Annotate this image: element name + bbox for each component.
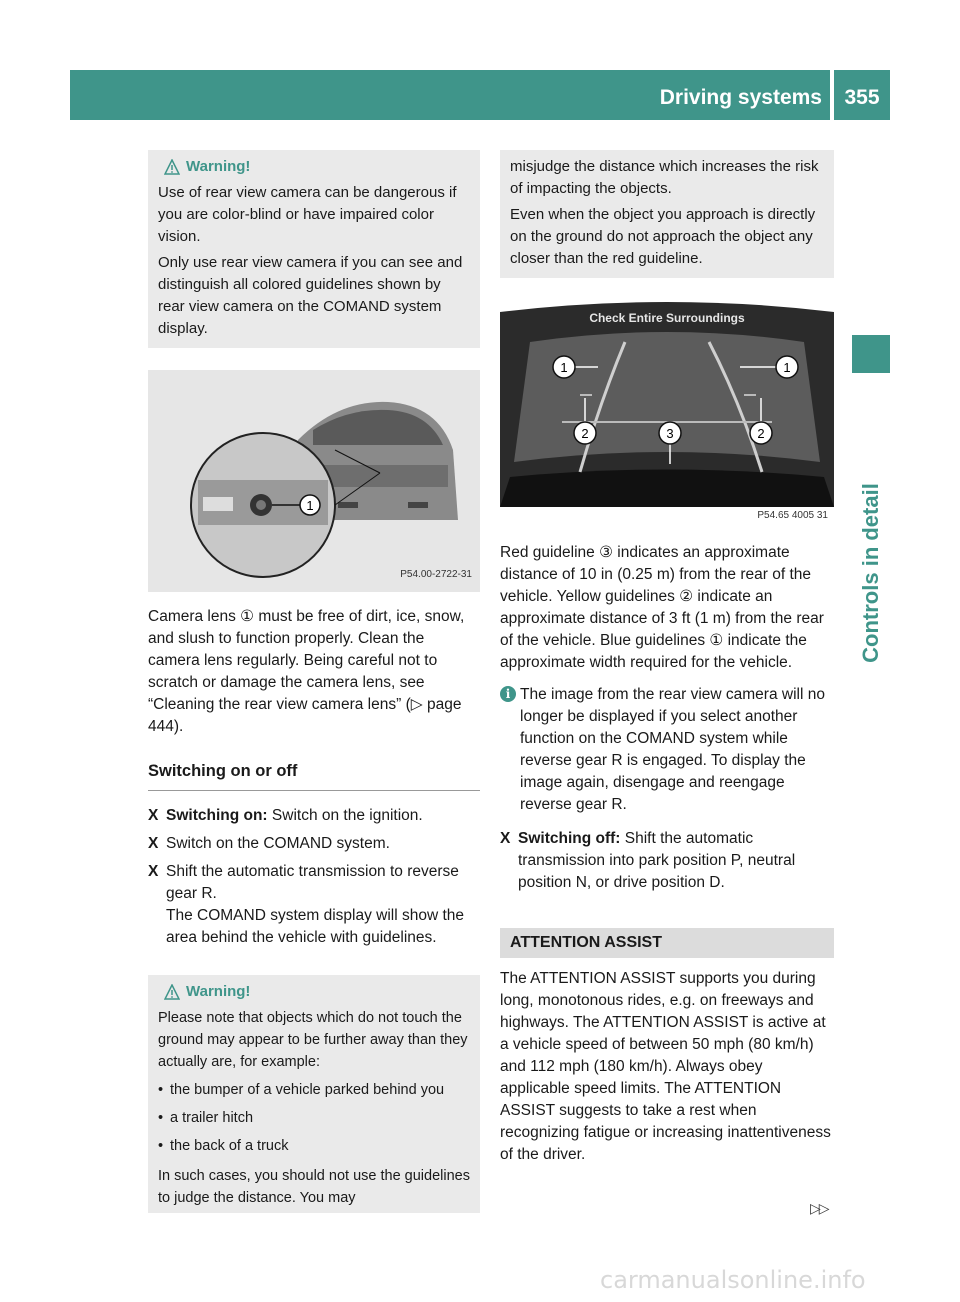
warning-text: Only use rear view camera if you can see and distinguish all colored guidelines shown by rear view camera on the COMAND system display. (158, 254, 463, 337)
info-icon: i (500, 686, 516, 702)
camera-view-illustration (500, 302, 834, 524)
footer-watermark: carmanualsonline.info (600, 1266, 866, 1294)
warning-text: In such cases, you should not use the guidelines to judge the distance. You may (158, 1168, 470, 1206)
continued-arrow-icon: ▷▷ (810, 1200, 828, 1216)
section-heading: Switching on or off (148, 760, 480, 791)
step-arrow-icon: X (148, 835, 159, 852)
body-paragraph: Red guideline ③ indicates an approximate distance of 10 in (0.25 m) from the rear of the vehicle. Yellow guidelines ② indicate an approximate distance of 3 ft (1 m) from the rear of the vehicle. Blue guidelines ① indicate the approximate width required for the vehicle. (500, 544, 824, 671)
figure-caption: P54.00-2722-31 (400, 569, 472, 580)
warning-continuation-box (500, 150, 834, 278)
section-heading: ATTENTION ASSIST (500, 928, 834, 958)
figure-caption: P54.65 4005 31 (757, 510, 828, 521)
side-tab-marker (852, 335, 890, 373)
page-number: 355 (834, 70, 890, 120)
section-title-header: Driving systems (659, 86, 822, 109)
side-tab (846, 380, 896, 800)
side-tab-label: Controls in detail (858, 483, 883, 663)
info-note: i The image from the rear view camera will no longer be displayed if you select another function on the COMAND system while reverse gear R is engaged. To display the image again, disengage and reengage reverse gear R. (500, 684, 834, 816)
step-item: X Switching on: Switch on the ignition. (148, 805, 480, 827)
warning-triangle-icon (164, 984, 180, 1000)
warning-text: misjudge the distance which increases the risk of impacting the objects. (510, 158, 819, 197)
warning-title: Warning! (158, 981, 470, 1003)
warning-box (148, 975, 480, 1213)
svg-text:1: 1 (783, 360, 791, 375)
camera-display-figure (500, 302, 834, 524)
warning-box (148, 150, 480, 348)
car-rear-illustration (148, 370, 480, 592)
step-item: X Switch on the COMAND system. (148, 833, 480, 855)
right-column (500, 150, 834, 1166)
warning-title: Warning! (158, 156, 470, 178)
svg-text:3: 3 (666, 426, 674, 441)
step-arrow-icon: X (500, 830, 511, 847)
callout-1: 1 (306, 498, 314, 513)
svg-text:2: 2 (581, 426, 589, 441)
svg-text:1: 1 (560, 360, 568, 375)
left-column (148, 150, 480, 1213)
warning-triangle-icon (164, 159, 180, 175)
step-arrow-icon: X (148, 863, 159, 880)
camera-lens-figure (148, 370, 480, 592)
step-arrow-icon: X (148, 807, 159, 824)
body-paragraph: The ATTENTION ASSIST supports you during long, monotonous rides, e.g. on freeways and highways. The ATTENTION ASSIST is active at a vehicle speed of between 50 mph (80 km/h) and 112 mph (180 km/h). Always obey applicable speed limits. The ATTENTION ASSIST suggests to take a rest when recognizing fatigue or increasing inattentiveness of the driver. (500, 970, 831, 1163)
warning-text: Use of rear view camera can be dangerous if you are color-blind or have impaired color vision. (158, 184, 457, 245)
bullet-item: • the bumper of a vehicle parked behind you (158, 1082, 445, 1098)
bullet-item: • the back of a truck (158, 1138, 289, 1154)
camera-overlay-text: Check Entire Surroundings (589, 311, 745, 325)
warning-text: Even when the object you approach is directly on the ground do not approach the object any closer than the red guideline. (510, 206, 816, 267)
bullet-item: • a trailer hitch (158, 1110, 254, 1126)
warning-text: Please note that objects which do not touch the ground may appear to be further away than they actually are, for example: (158, 1010, 468, 1070)
step-item: X Switching off: Shift the automatic transmission into park position P, neutral position N, or drive position D. (500, 830, 796, 891)
body-paragraph: Camera lens ① must be free of dirt, ice, snow, and slush to function properly. Clean the camera lens regularly. Being careful not to scratch or damage the camera lens, see “Cleaning the rear view camera lens” (▷ page 444). (148, 608, 465, 735)
step-item: X Shift the automatic transmission to reverse gear R. The COMAND system display will show the area behind the vehicle with guidelines. (148, 863, 465, 946)
svg-text:2: 2 (757, 426, 765, 441)
